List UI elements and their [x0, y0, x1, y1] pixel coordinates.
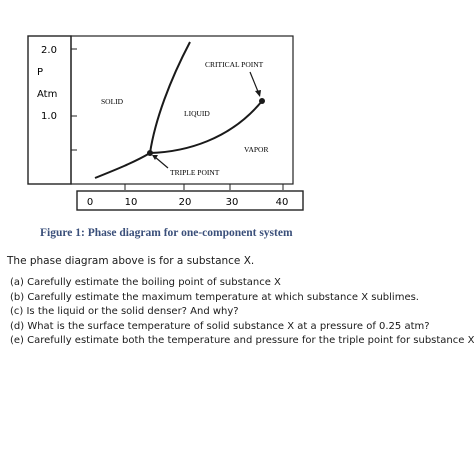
question-c: (c) Is the liquid or the solid denser? And why? [10, 306, 239, 318]
critical-point-label: CRITICAL POINT [205, 60, 264, 69]
x-tick-label-30: 30 [225, 197, 239, 208]
triple-point-arrow [155, 157, 168, 168]
question-e: (e) Carefully estimate both the temperature and pressure for the triple point for substance X [10, 335, 474, 347]
sublimation-curve [95, 153, 150, 178]
x-tick-label-0: 0 [86, 197, 94, 208]
intro-text: The phase diagram above is for a substance X. [7, 255, 255, 267]
region-label-solid: SOLID [101, 97, 124, 106]
region-label-vapor: VAPOR [244, 145, 269, 154]
y-axis-label-box [28, 36, 71, 184]
question-d: (d) What is the surface temperature of solid substance X at a pressure of 0.25 atm? [10, 320, 430, 332]
triple-point-label: TRIPLE POINT [170, 168, 220, 177]
fusion-curve [150, 42, 190, 153]
y-axis-unit: Atm [37, 89, 58, 100]
critical-point-marker [259, 98, 265, 104]
question-b: (b) Carefully estimate the maximum temperature at which substance X sublimes. [10, 291, 419, 303]
question-a: (a) Carefully estimate the boiling point of substance X [10, 277, 281, 288]
x-tick-label-10: 10 [124, 197, 138, 208]
region-label-liquid: LIQUID [184, 109, 210, 118]
x-tick-label-20: 20 [178, 197, 192, 208]
y-tick-label-1: 1.0 [41, 111, 57, 122]
question-list [10, 276, 474, 349]
y-tick-label-2: 2.0 [41, 45, 57, 56]
figure-caption: Figure 1: Phase diagram for one-component system [40, 227, 293, 239]
y-axis-variable: P [37, 67, 44, 78]
x-tick-label-40: 40 [275, 197, 289, 208]
